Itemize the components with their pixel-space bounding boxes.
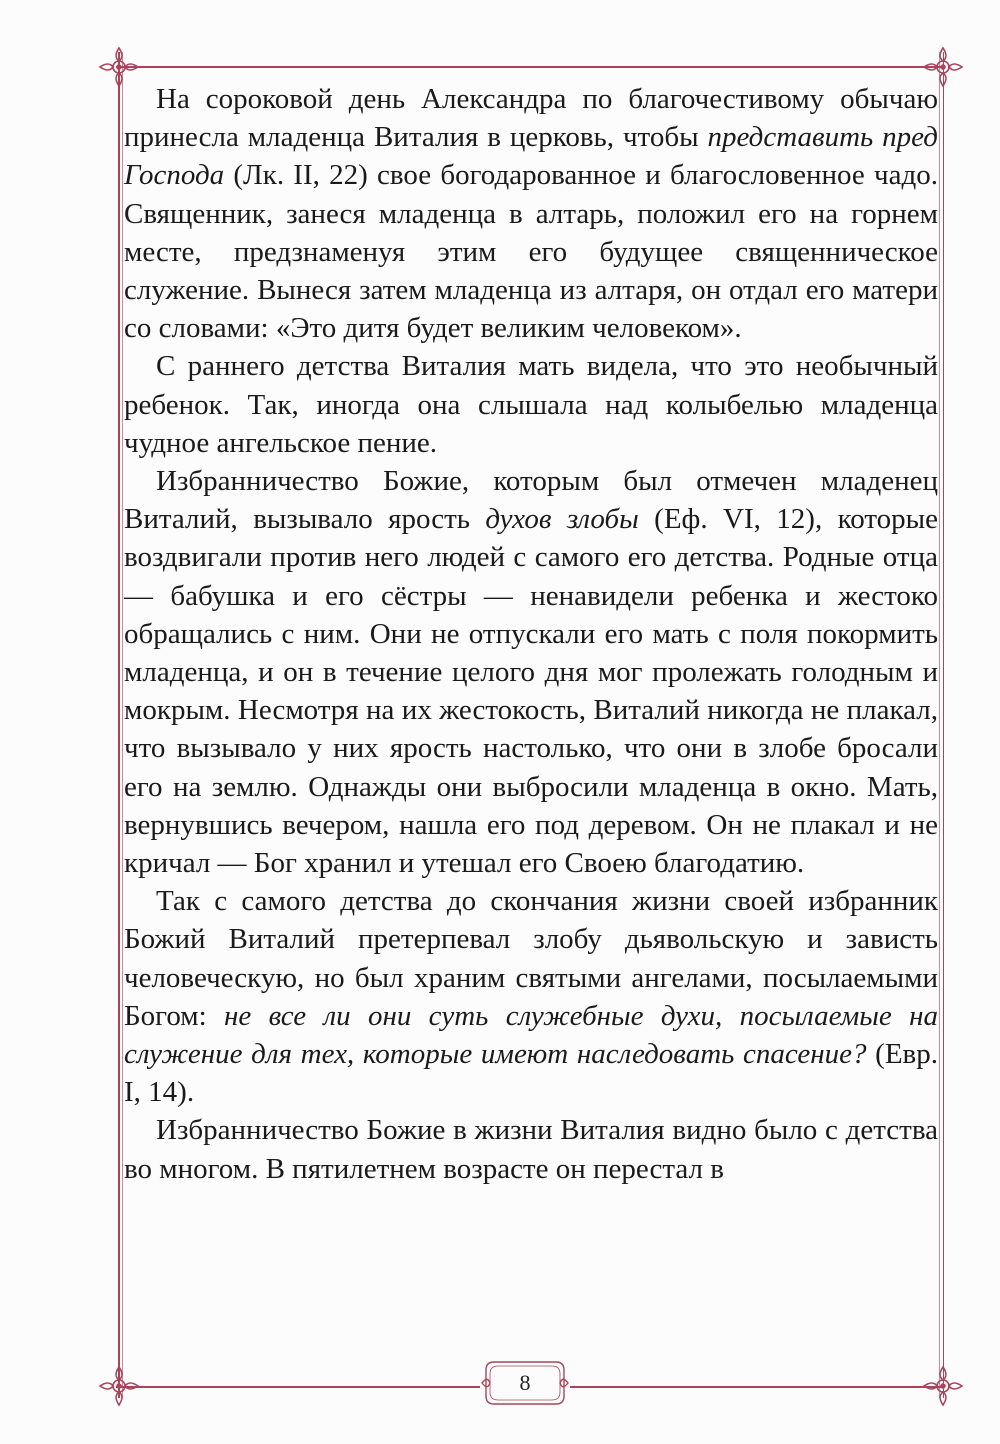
paragraph-5: [124, 1111, 938, 1187]
paragraph-3: [124, 462, 938, 882]
frame-left-inner-border: [122, 52, 123, 1398]
paragraph-4: [124, 882, 938, 1111]
frame-right-border: [943, 52, 945, 1398]
page-number: 8: [519, 1370, 531, 1395]
text-segment: Избранничество Божие в жизни Виталия видно было с детства во многом. В пятилетнем возрасте он перестал в: [124, 1114, 938, 1185]
text-segment: Так с самого детства до скончания жизни своей избранник Божий Виталий претерпевал злобу дьявольскую и зависть человеческую, но был храним святыми ангелами, посылаемыми Богом:: [124, 885, 938, 1032]
frame-left-border: [118, 52, 120, 1398]
text-segment: (Лк. II, 22) свое богодарованное и благословенное чадо. Священник, занеся младенца в алтарь, положил его на горнем месте, предзнаменуя этим его будущее священническое служение. Вынеся затем младенца из алтаря, он отдал его матери со словами: «Это дитя будет великим человеком».: [124, 159, 938, 345]
page-number-badge: [480, 1356, 570, 1410]
scripture-quote: представить пред Господа: [124, 121, 938, 192]
text-segment: С раннего детства Виталия мать видела, что это необычный ребенок. Так, иногда она слышала над колыбелью младенца чудное ангельское пение.: [124, 350, 938, 459]
frame-top-border: [116, 66, 942, 68]
scripture-quote: духов злобы: [485, 503, 639, 536]
scripture-quote: не все ли они суть служебные духи, посылаемые на служение для тех, которые имеют наследовать спасение?: [124, 999, 938, 1071]
frame-right-inner-border: [939, 52, 940, 1398]
paragraph-2: [124, 347, 938, 462]
text-segment: Избранничество Божие, которым был отмечен младенец Виталий, вызывало ярость: [124, 465, 938, 536]
ornament-bottom-left-icon: [96, 1363, 142, 1409]
text-segment: (Евр. I, 14).: [124, 1038, 938, 1109]
paragraph-1: [124, 80, 938, 347]
ornament-bottom-right-icon: [920, 1363, 966, 1409]
body-text: [124, 80, 938, 1188]
text-segment: На сороковой день Александра по благочестивому обычаю принесла младенца Виталия в церковь, чтобы: [124, 83, 938, 154]
text-segment: (Еф. VI, 12), которые воздвигали против него людей с самого его детства. Родные отца — бабушка и его сёстры — ненавидели ребенка и жестоко обращались с ним. Они не отпускали его мать с поля покормить младенца, и он в течение целого дня мог пролежать голодным и мокрым. Несмотря на их жестокость, Виталий никогда не плакал, что вызывало у них ярость настолько, что они в злобе бросали его на землю. Однажды они выбросили младенца в окно. Мать, вернувшись вечером, нашла его под деревом. Он не плакал и не кричал — Бог хранил и утешал его Своею благодатию.: [124, 503, 938, 880]
